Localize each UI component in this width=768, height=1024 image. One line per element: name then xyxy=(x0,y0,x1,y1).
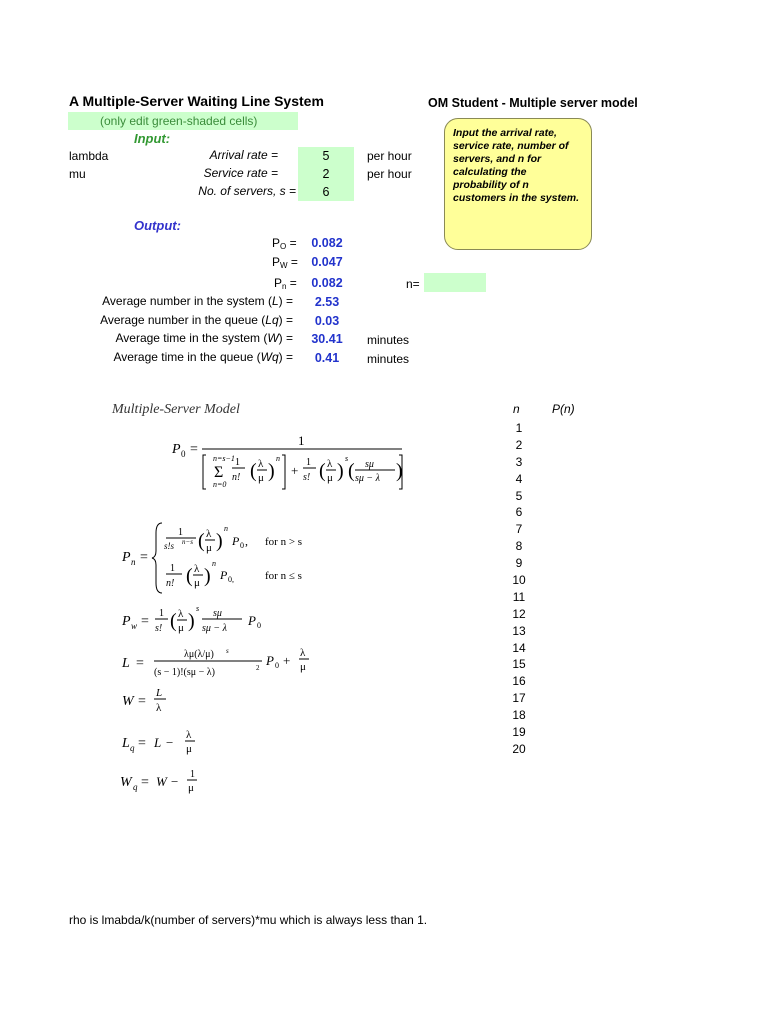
svg-text:μ: μ xyxy=(186,743,192,755)
svg-text:n=0: n=0 xyxy=(213,480,227,489)
edit-note-text: (only edit green-shaded cells) xyxy=(100,114,258,128)
svg-text:−: − xyxy=(171,774,179,789)
service-rate-input[interactable]: 2 xyxy=(298,165,354,183)
svg-text:(: ( xyxy=(250,460,257,482)
svg-text:(: ( xyxy=(319,460,326,482)
svg-text:λ: λ xyxy=(206,528,212,540)
lambda-label: lambda xyxy=(69,149,109,163)
svg-text:λ: λ xyxy=(300,647,306,659)
svg-text:sμ: sμ xyxy=(365,459,374,470)
svg-text:0: 0 xyxy=(275,661,279,670)
table-row: 18 xyxy=(512,708,526,723)
svg-text:n−s: n−s xyxy=(182,538,193,546)
svg-text:n: n xyxy=(131,557,136,567)
arrival-rate-label: Arrival rate = xyxy=(209,148,278,162)
svg-text:W: W xyxy=(156,774,167,789)
svg-text:μ: μ xyxy=(300,661,306,673)
pn-value: 0.082 xyxy=(311,276,343,290)
table-row: 16 xyxy=(512,674,526,689)
svg-text:P: P xyxy=(232,534,240,548)
svg-text:P: P xyxy=(122,550,131,565)
svg-text:P: P xyxy=(248,613,256,628)
table-row: 3 xyxy=(515,454,523,469)
svg-text:μ: μ xyxy=(178,622,184,634)
svg-text:(: ( xyxy=(170,610,177,632)
table-row: 2 xyxy=(515,437,523,452)
table-row: 5 xyxy=(515,488,523,503)
svg-text:s!: s! xyxy=(155,623,163,634)
table-row: 11 xyxy=(512,589,526,604)
svg-text:sμ: sμ xyxy=(213,608,222,619)
input-heading: Input: xyxy=(134,131,171,146)
svg-text:μ: μ xyxy=(206,542,212,554)
for-le-text: for n ≤ s xyxy=(265,570,302,582)
svg-text:1: 1 xyxy=(235,457,240,468)
table-header-n: n xyxy=(513,402,520,416)
svg-text:λ: λ xyxy=(327,458,333,470)
svg-text:0,: 0, xyxy=(228,575,234,584)
svg-text:Σ: Σ xyxy=(214,464,224,481)
avg-queue-time-unit: minutes xyxy=(367,352,410,366)
avg-system-time-unit: minutes xyxy=(367,333,410,347)
table-row: 8 xyxy=(515,539,523,554)
arrival-rate-input[interactable]: 5 xyxy=(298,147,354,165)
svg-text:(: ( xyxy=(198,530,205,552)
table-header-pn: P(n) xyxy=(552,402,575,416)
p0-label: $P_O$ = xyxy=(272,236,297,251)
svg-text:n!: n! xyxy=(166,578,175,589)
avg-queue-time-label: Average time in the queue (Wq) = xyxy=(113,350,293,364)
svg-text:λ: λ xyxy=(258,458,264,470)
table-row: 20 xyxy=(512,741,526,756)
avg-system-time-label: Average time in the system (W) = xyxy=(115,331,293,345)
svg-text:1: 1 xyxy=(178,527,183,538)
svg-text:sμ − λ: sμ − λ xyxy=(355,473,380,484)
mu-label: mu xyxy=(69,167,86,181)
service-rate-label: Service rate = xyxy=(203,166,278,180)
svg-text:−: − xyxy=(166,735,174,750)
table-row: 14 xyxy=(512,640,526,655)
svg-text:1: 1 xyxy=(190,769,195,780)
svg-text:=: = xyxy=(141,775,149,790)
svg-text:): ) xyxy=(204,565,211,587)
svg-text:=: = xyxy=(141,614,149,629)
p0-value: 0.082 xyxy=(311,236,343,250)
avg-queue-count-label: Average number in the queue (Lq) = xyxy=(100,313,293,327)
svg-text:μ: μ xyxy=(327,472,333,484)
svg-text:s!: s! xyxy=(303,472,311,483)
arrival-rate-unit: per hour xyxy=(367,149,412,163)
svg-text:λμ(λ/μ): λμ(λ/μ) xyxy=(184,649,214,660)
table-row: 4 xyxy=(515,471,523,486)
table-row: 10 xyxy=(512,573,526,588)
n-input[interactable] xyxy=(424,273,486,292)
n-values-column xyxy=(505,420,533,758)
table-row: 7 xyxy=(515,522,523,537)
svg-text:): ) xyxy=(337,460,344,482)
svg-text:λ: λ xyxy=(186,729,192,741)
table-row: 12 xyxy=(512,606,526,621)
svg-text:n: n xyxy=(224,524,228,533)
for-gt-text: for n > s xyxy=(265,536,303,548)
svg-text:): ) xyxy=(268,460,275,482)
svg-text:λ: λ xyxy=(194,563,200,575)
pn-label: $P_n$ = xyxy=(274,276,297,291)
svg-text:n!: n! xyxy=(232,472,241,483)
formula-heading: Multiple-Server Model xyxy=(112,402,240,417)
service-rate-unit: per hour xyxy=(367,167,412,181)
svg-text:(: ( xyxy=(348,460,355,482)
svg-text:μ: μ xyxy=(258,472,264,484)
svg-text:W: W xyxy=(120,775,132,790)
table-row: 17 xyxy=(512,691,526,706)
svg-text:0: 0 xyxy=(257,621,261,630)
svg-text:(s − 1)!(sμ − λ): (s − 1)!(sμ − λ) xyxy=(154,667,215,678)
avg-system-count-label: Average number in the system (L) = xyxy=(102,294,293,308)
svg-text:L: L xyxy=(122,656,130,671)
svg-text:n=s−1: n=s−1 xyxy=(213,454,235,463)
svg-text:=: = xyxy=(140,550,148,565)
svg-text:n: n xyxy=(276,454,280,463)
n-input-label: n= xyxy=(406,277,420,291)
avg-queue-time-value: 0.41 xyxy=(314,351,340,365)
svg-text:μ: μ xyxy=(188,782,194,794)
svg-text:=: = xyxy=(138,694,146,709)
table-row: 13 xyxy=(512,623,526,638)
svg-text:1: 1 xyxy=(170,563,175,574)
avg-system-time-value: 30.41 xyxy=(311,332,343,346)
svg-text:(: ( xyxy=(186,565,193,587)
svg-text:μ: μ xyxy=(194,577,200,589)
svg-text:=: = xyxy=(190,442,198,457)
svg-text:λ: λ xyxy=(178,608,184,620)
svg-text:2: 2 xyxy=(256,664,260,672)
svg-text:n: n xyxy=(212,559,216,568)
svg-text:w: w xyxy=(131,621,138,631)
svg-text:q: q xyxy=(130,743,135,753)
svg-text:1: 1 xyxy=(298,433,305,448)
table-row: 1 xyxy=(515,421,523,435)
svg-text:0: 0 xyxy=(181,449,186,459)
svg-text:W: W xyxy=(122,694,134,709)
svg-text:=: = xyxy=(138,736,146,751)
svg-text:1: 1 xyxy=(159,608,164,619)
svg-text:L: L xyxy=(122,736,130,751)
svg-text:s: s xyxy=(226,647,229,655)
avg-queue-count-value: 0.03 xyxy=(314,314,340,328)
pw-value: 0.047 xyxy=(311,255,343,269)
table-row: 15 xyxy=(512,657,526,672)
svg-text:0: 0 xyxy=(240,541,244,550)
svg-text:s: s xyxy=(196,604,200,613)
edit-note-banner xyxy=(68,112,298,130)
svg-text:1: 1 xyxy=(306,457,311,468)
svg-text:P: P xyxy=(122,614,131,629)
svg-text:=: = xyxy=(136,656,144,671)
svg-text:+: + xyxy=(283,653,291,668)
formula-block xyxy=(110,425,430,815)
svg-text:L: L xyxy=(156,687,163,699)
model-subtitle: OM Student - Multiple server model xyxy=(428,96,638,110)
avg-system-count-value: 2.53 xyxy=(314,295,340,309)
table-row: 6 xyxy=(515,505,523,520)
sheet-title: A Multiple-Server Waiting Line System xyxy=(69,93,324,109)
svg-text:P: P xyxy=(220,568,228,582)
svg-text:): ) xyxy=(188,610,195,632)
svg-text:,: , xyxy=(245,534,248,548)
pw-label: $P_W$ = xyxy=(272,255,298,270)
table-row: 19 xyxy=(512,725,526,740)
svg-text:sμ − λ: sμ − λ xyxy=(202,623,227,634)
svg-text:): ) xyxy=(396,460,403,482)
svg-text:): ) xyxy=(216,530,223,552)
output-heading: Output: xyxy=(134,218,181,233)
instructions-callout: Input the arrival rate, service rate, number of servers, and n for calculating the probability of n customers in the system. xyxy=(444,118,592,250)
footer-note: rho is lmabda/k(number of servers)*mu which is always less than 1. xyxy=(69,913,428,927)
svg-text:P: P xyxy=(172,442,181,457)
svg-text:+: + xyxy=(291,463,299,478)
table-row: 9 xyxy=(515,556,523,571)
svg-text:λ: λ xyxy=(156,702,162,714)
svg-text:q: q xyxy=(133,782,138,792)
svg-text:s!s: s!s xyxy=(164,541,175,551)
svg-text:P: P xyxy=(266,653,274,668)
svg-text:s: s xyxy=(345,454,349,463)
servers-label: No. of servers, s = xyxy=(198,184,296,198)
svg-text:L: L xyxy=(154,735,162,750)
servers-input[interactable]: 6 xyxy=(298,183,354,201)
